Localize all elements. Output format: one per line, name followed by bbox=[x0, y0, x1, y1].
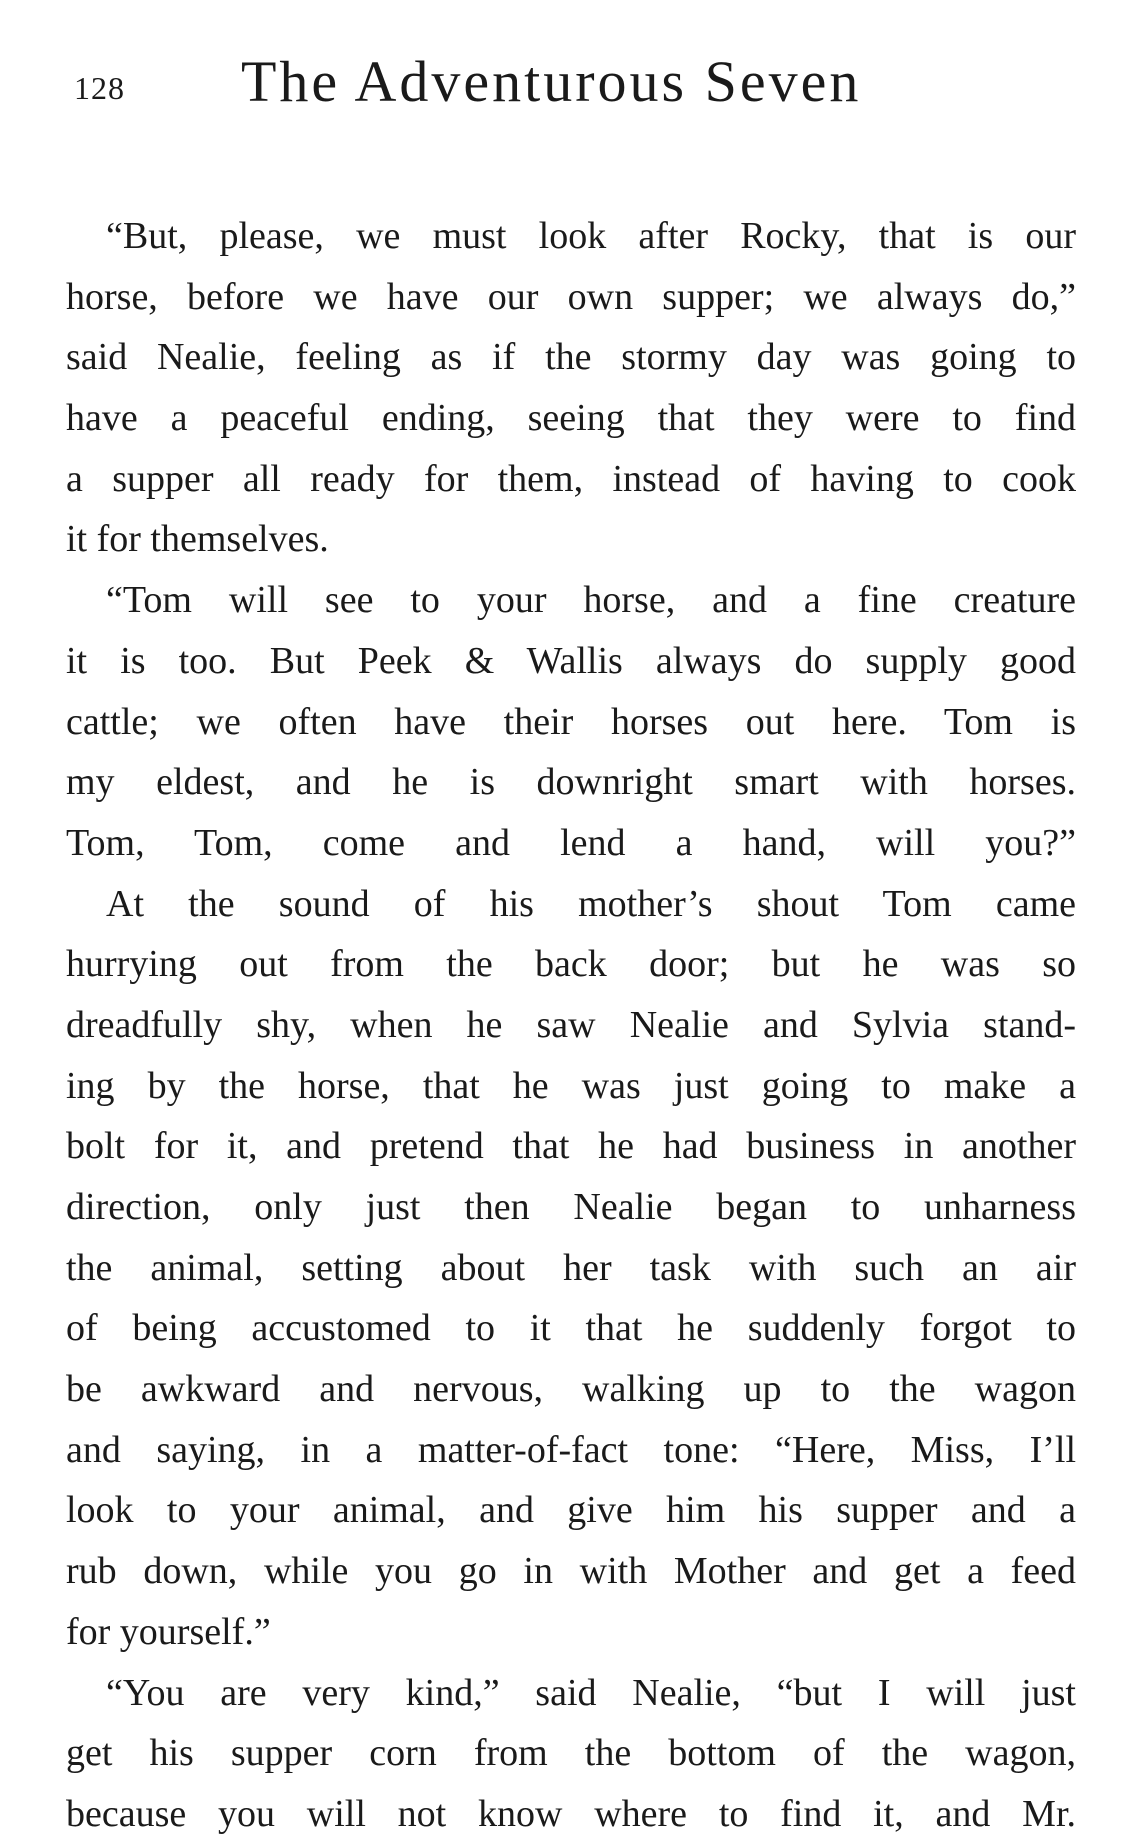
text-line: of being accustomed to it that he suddenly forgot to bbox=[66, 1307, 1076, 1350]
text-line: “But, please, we must look after Rocky, that is our bbox=[106, 215, 1076, 257]
text-line: have a peaceful ending, seeing that they were to find bbox=[66, 397, 1076, 440]
text-line: cattle; we often have their horses out here. Tom is bbox=[66, 700, 1076, 743]
text-line: get his supper corn from the bottom of the wagon, bbox=[66, 1732, 1076, 1775]
text-line: direction, only just then Nealie began to unharness bbox=[66, 1186, 1076, 1228]
text-line: “Tom will see to your horse, and a fine creature bbox=[106, 579, 1076, 622]
text-line: At the sound of his mother’s shout Tom came bbox=[106, 882, 1076, 925]
text-line: horse, before we have our own supper; we always do,” bbox=[66, 275, 1076, 318]
body-text bbox=[66, 206, 1076, 1845]
book-title: The Adventurous Seven bbox=[241, 49, 862, 114]
text-line: and saying, in a matter-of-fact tone: “Here, Miss, I’ll bbox=[66, 1428, 1076, 1471]
text-line: dreadfully shy, when he saw Nealie and Sylvia stand- bbox=[66, 1003, 1076, 1046]
text-line: hurrying out from the back door; but he was so bbox=[66, 943, 1076, 986]
text-line: it for themselves. bbox=[66, 518, 329, 561]
text-line: the animal, setting about her task with such an air bbox=[66, 1246, 1076, 1289]
text-line: Tom, Tom, come and lend a hand, will you?” bbox=[66, 821, 1076, 864]
text-line: for yourself.” bbox=[66, 1610, 271, 1653]
text-line: bolt for it, and pretend that he had business in another bbox=[66, 1125, 1076, 1168]
text-line: it is too. But Peek & Wallis always do supply good bbox=[66, 639, 1076, 682]
text-line: a supper all ready for them, instead of having to cook bbox=[66, 457, 1076, 500]
running-head bbox=[66, 48, 1076, 128]
text-line: ing by the horse, that he was just going to make a bbox=[66, 1064, 1076, 1107]
text-line: my eldest, and he is downright smart with horses. bbox=[66, 761, 1076, 804]
text-line: rub down, while you go in with Mother and get a feed bbox=[66, 1550, 1076, 1593]
text-line: “You are very kind,” said Nealie, “but I will just bbox=[106, 1671, 1076, 1714]
text-line: because you will not know where to find it, and Mr. bbox=[66, 1792, 1076, 1835]
text-line: said Nealie, feeling as if the stormy day was going to bbox=[66, 336, 1076, 379]
book-page bbox=[66, 48, 1076, 1845]
page-number: 128 bbox=[74, 70, 125, 106]
text-line: look to your animal, and give him his supper and a bbox=[66, 1489, 1076, 1532]
text-line: be awkward and nervous, walking up to the wagon bbox=[66, 1368, 1076, 1411]
